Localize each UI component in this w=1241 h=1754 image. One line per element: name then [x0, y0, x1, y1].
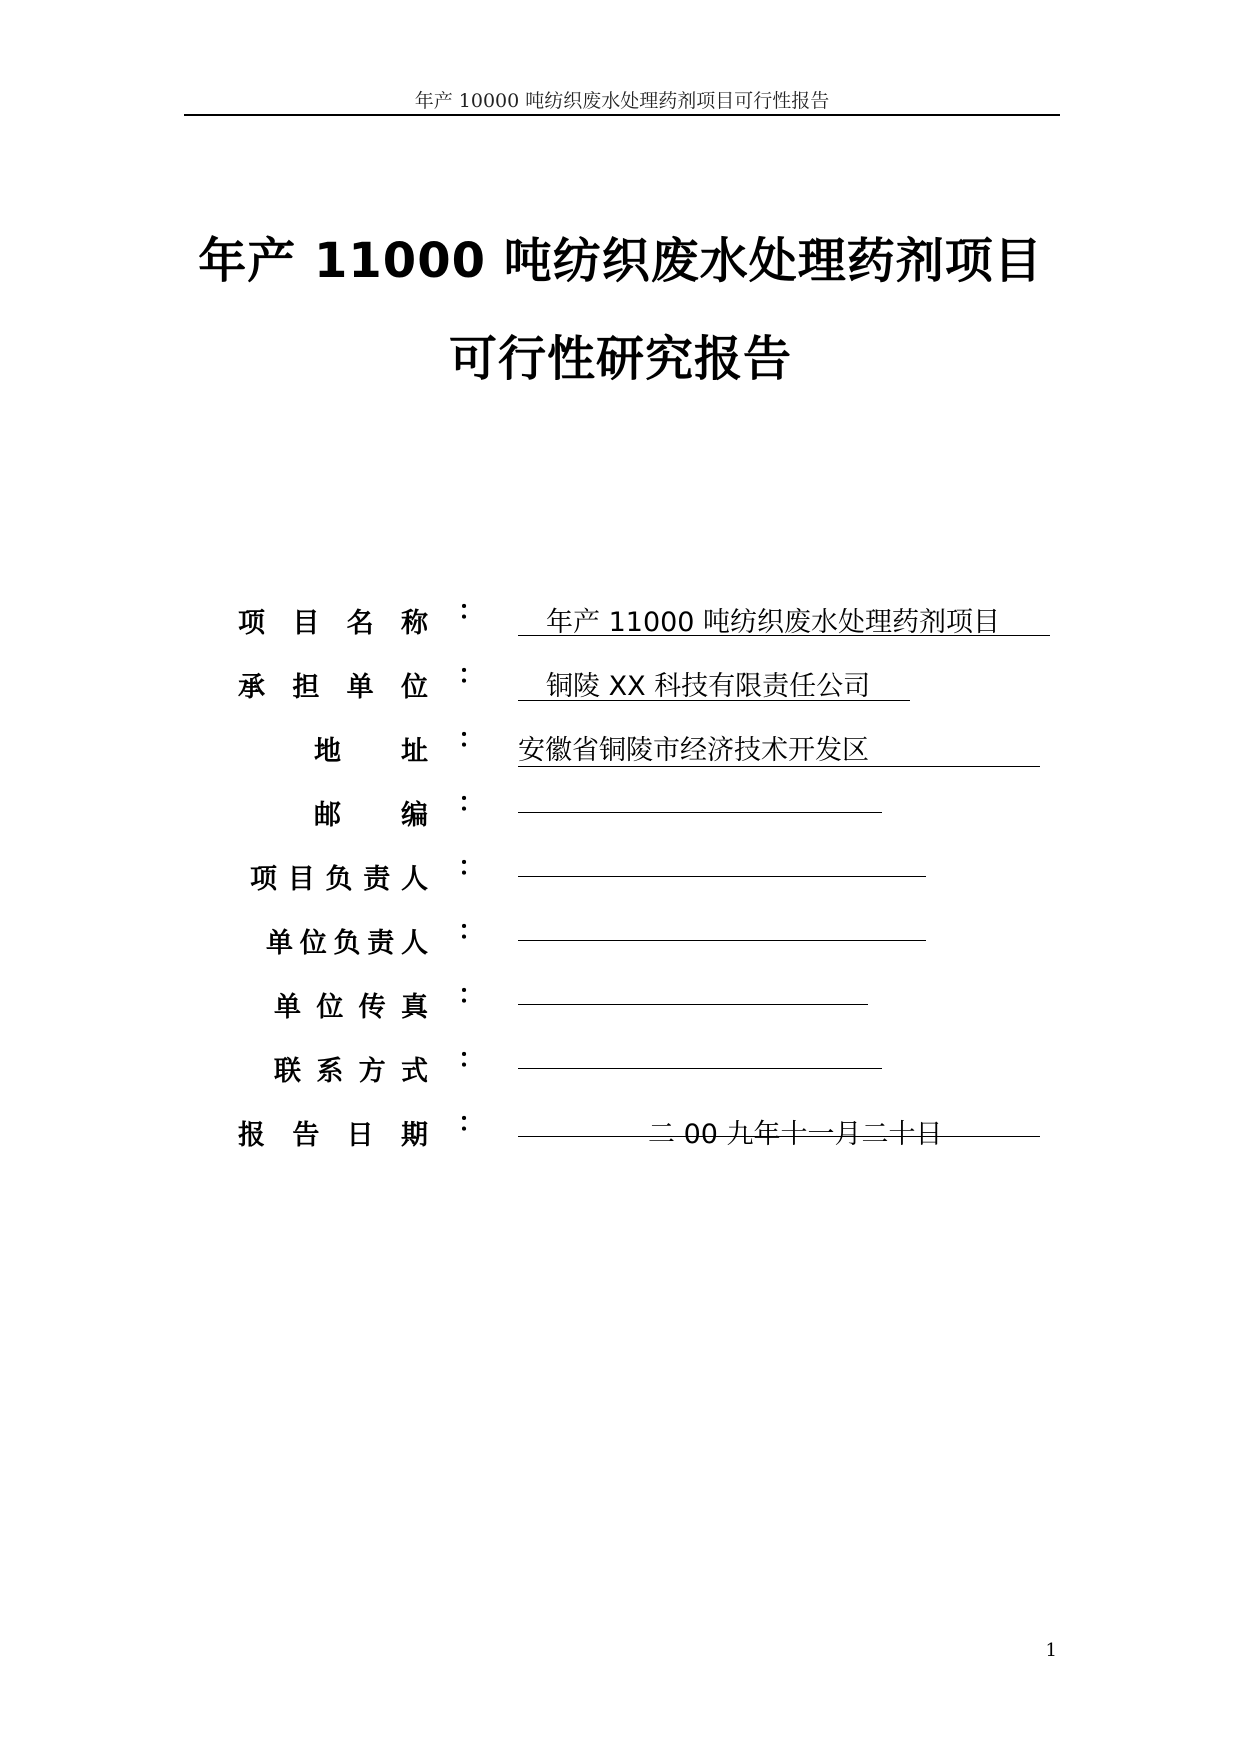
field-unit-fax	[0, 980, 1241, 1024]
field-label: 地 址	[314, 735, 428, 767]
field-unit-leader	[0, 916, 1241, 960]
field-postcode	[0, 788, 1241, 832]
field-value: 年产 11000 吨纺织废水处理药剂项目	[546, 607, 1001, 638]
field-underline	[518, 1136, 1040, 1137]
field-colon: ：	[458, 1044, 485, 1074]
field-value: 安徽省铜陵市经济技术开发区	[518, 735, 869, 766]
field-colon: ：	[458, 724, 485, 754]
running-header: 年产 10000 吨纺织废水处理药剂项目可行性报告	[414, 90, 830, 112]
field-label: 邮 编	[314, 799, 428, 831]
field-colon: ：	[458, 980, 485, 1010]
field-label: 承 担 单 位	[238, 671, 428, 703]
field-underline	[518, 700, 910, 701]
field-underline	[518, 940, 926, 941]
field-value: 铜陵 XX 科技有限责任公司	[546, 671, 871, 702]
field-underline	[518, 876, 926, 877]
field-underline	[518, 766, 1040, 767]
field-underline	[518, 812, 882, 813]
field-contact	[0, 1044, 1241, 1088]
document-title-line-2: 可行性研究报告	[448, 331, 792, 387]
field-label: 联 系 方 式	[274, 1055, 428, 1087]
field-label: 项 目 名 称	[238, 607, 428, 639]
field-project-name	[0, 596, 1241, 640]
field-colon: ：	[458, 596, 485, 626]
header-rule	[184, 114, 1060, 116]
field-value: 二 00 九年十一月二十日	[648, 1119, 943, 1150]
field-colon: ：	[458, 916, 485, 946]
field-underline	[518, 635, 1050, 636]
field-underline	[518, 1004, 868, 1005]
field-project-leader	[0, 852, 1241, 896]
field-label: 单 位 负 责 人	[266, 927, 428, 959]
field-underline	[518, 1068, 882, 1069]
page-number: 1	[1045, 1640, 1057, 1661]
field-label: 项 目 负 责 人	[250, 863, 428, 895]
field-report-date	[0, 1108, 1241, 1152]
field-label: 单 位 传 真	[274, 991, 428, 1023]
field-label: 报 告 日 期	[238, 1119, 428, 1151]
document-title-line-1: 年产 11000 吨纺织废水处理药剂项目	[198, 233, 1043, 289]
field-colon: ：	[458, 660, 485, 690]
field-colon: ：	[458, 1108, 485, 1138]
field-colon: ：	[458, 852, 485, 882]
field-undertaking-unit	[0, 660, 1241, 704]
field-colon: ：	[458, 788, 485, 818]
field-address	[0, 724, 1241, 768]
